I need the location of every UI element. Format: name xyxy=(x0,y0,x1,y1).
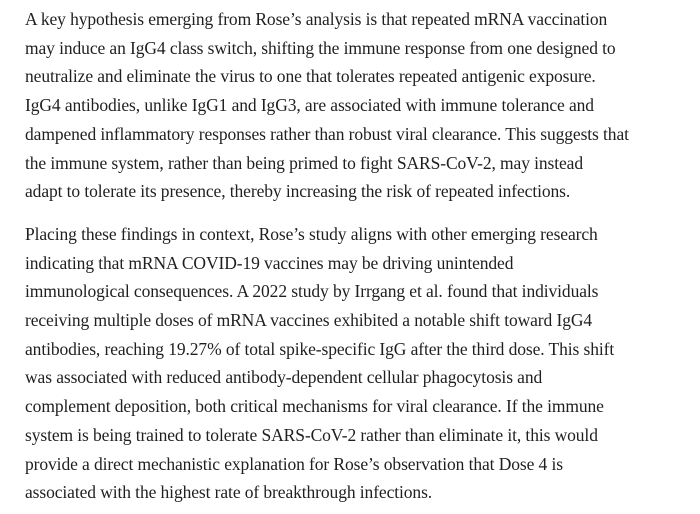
text-line: antibodies, reaching 19.27% of total spike-specific IgG after the third dose. This shift xyxy=(25,338,615,359)
text-line: Placing these findings in context, Rose’s study aligns with other emerging research xyxy=(25,223,598,244)
text-line: associated with the highest rate of breakthrough infections. xyxy=(25,482,433,503)
paragraph-context xyxy=(25,220,680,507)
text-line: was associated with reduced antibody-dependent cellular phagocytosis and xyxy=(25,367,543,388)
text-line: indicating that mRNA COVID-19 vaccines may be driving unintended xyxy=(25,252,514,273)
text-line: A key hypothesis emerging from Rose’s analysis is that repeated mRNA vaccination xyxy=(25,9,608,29)
text-line: complement deposition, both critical mechanisms for viral clearance. If the immune xyxy=(25,396,604,417)
text-line: provide a direct mechanistic explanation for Rose’s observation that Dose 4 is xyxy=(25,453,563,474)
text-line: dampened inflammatory responses rather than robust viral clearance. This suggests that xyxy=(25,123,629,144)
text-line: adapt to tolerate its presence, thereby increasing the risk of repeated infections. xyxy=(25,181,571,202)
text-line: system is being trained to tolerate SARS-CoV-2 rather than eliminate it, this would xyxy=(25,424,598,445)
text-line: IgG4 antibodies, unlike IgG1 and IgG3, are associated with immune tolerance and xyxy=(25,95,594,116)
text-line: receiving multiple doses of mRNA vaccines exhibited a notable shift toward IgG4 xyxy=(25,310,593,331)
text-line: may induce an IgG4 class switch, shifting the immune response from one designed to xyxy=(25,37,616,58)
text-line: neutralize and eliminate the virus to one that tolerates repeated antigenic exposure. xyxy=(25,66,596,87)
paragraph-hypothesis xyxy=(25,5,680,206)
text-line: immunological consequences. A 2022 study by Irrgang et al. found that individuals xyxy=(25,281,599,302)
text-line: the immune system, rather than being primed to fight SARS-CoV-2, may instead xyxy=(25,152,583,173)
